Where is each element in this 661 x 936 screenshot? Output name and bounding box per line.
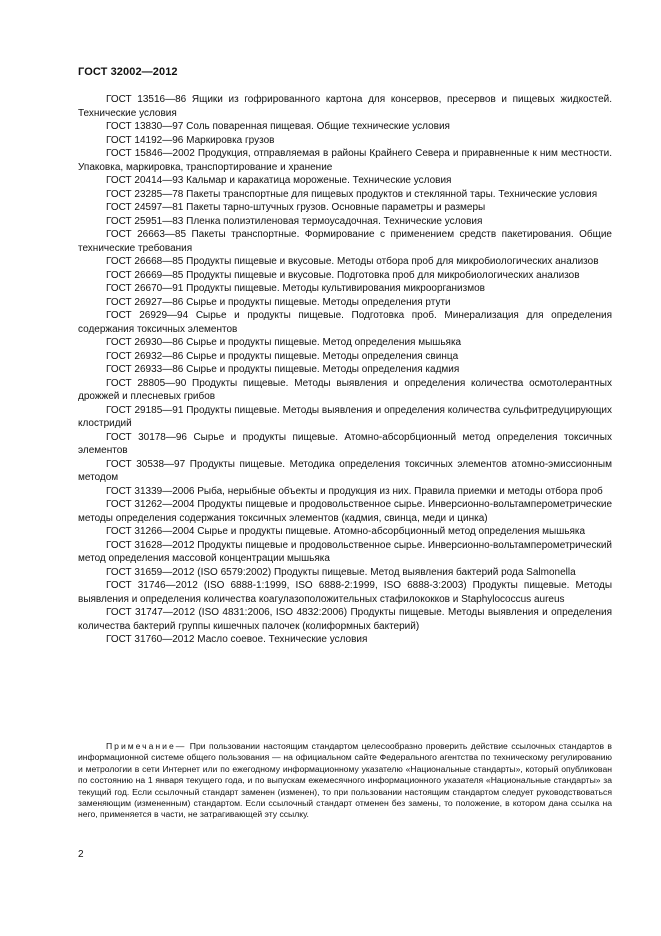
reference-title: Соль поваренная пищевая. Общие технические условия bbox=[186, 121, 450, 132]
reference-title: Рыба, нерыбные объекты и продукция из них. Правила приемки и методы отбора проб bbox=[197, 485, 603, 497]
reference-item bbox=[78, 525, 612, 539]
reference-title: (ISO 6579:2002) Продукты пищевые. Метод выявления бактерий рода Salmonella bbox=[197, 566, 576, 578]
reference-title: Продукты пищевые. Методы культивирования микроорганизмов bbox=[186, 283, 485, 294]
reference-code: ГОСТ 26932—86 bbox=[106, 350, 184, 362]
reference-item bbox=[78, 201, 612, 215]
reference-code: ГОСТ 31747—2012 bbox=[106, 607, 196, 618]
reference-code: ГОСТ 23285—78 bbox=[106, 188, 184, 200]
reference-item bbox=[78, 93, 612, 120]
reference-item bbox=[78, 431, 612, 458]
reference-item bbox=[78, 188, 612, 202]
reference-code: ГОСТ 26669—85 bbox=[106, 269, 184, 281]
reference-code: ГОСТ 26663—85 bbox=[106, 229, 187, 240]
reference-code: ГОСТ 24597—81 bbox=[106, 202, 184, 213]
reference-title: Продукция, отправляемая в районы Крайнего Севера и приравненные к ним местности. Упаковка, маркировка, транспортирование и хранение bbox=[78, 148, 613, 173]
reference-code: ГОСТ 29185—91 bbox=[106, 404, 184, 416]
reference-item bbox=[78, 633, 612, 647]
reference-item bbox=[78, 228, 612, 255]
reference-title: Сырье и продукты пищевые. Метод определения мышьяка bbox=[186, 337, 462, 348]
reference-code: ГОСТ 26927—86 bbox=[106, 296, 184, 308]
reference-code: ГОСТ 26668—85 bbox=[106, 256, 184, 267]
reference-title: Сырье и продукты пищевые. Подготовка проб. Минерализация для определения содержания токсичных элементов bbox=[78, 310, 613, 335]
reference-title: Продукты пищевые и продовольственное сырье. Инверсионно-вольтамперометрические методы определения содержания токсичных элементов (кадмия, свинца, меди и цинка) bbox=[78, 499, 613, 524]
reference-title: Продукты пищевые и продовольственное сырье. Инверсионно-вольтамперометрический метод определения массовой концентрации мышьяка bbox=[78, 539, 612, 564]
reference-code: ГОСТ 26929—94 bbox=[106, 310, 189, 321]
reference-title: Ящики из гофрированного картона для консервов, пресервов и пищевых жидкостей. Технические условия bbox=[78, 94, 613, 119]
reference-item bbox=[78, 606, 612, 633]
reference-code: ГОСТ 28805—90 bbox=[106, 377, 187, 389]
reference-item bbox=[78, 336, 612, 350]
reference-code: ГОСТ 31262—2004 bbox=[106, 499, 195, 510]
reference-title: Пакеты транспортные. Формирование с применением средств пакетирования. Общие технические требования bbox=[78, 229, 612, 254]
reference-item bbox=[78, 296, 612, 310]
reference-item bbox=[78, 458, 612, 485]
reference-title: Пакеты тарно-штучных грузов. Основные параметры и размеры bbox=[186, 202, 486, 213]
reference-title: Продукты пищевые. Методы выявления и определения количества сульфитредуцирующих клостридий bbox=[78, 404, 613, 429]
page-number: 2 bbox=[78, 849, 84, 860]
reference-code: ГОСТ 14192—96 bbox=[106, 134, 184, 146]
reference-code: ГОСТ 30178—96 bbox=[106, 431, 187, 443]
reference-title: Кальмар и каракатица мороженые. Технические условия bbox=[186, 175, 452, 186]
reference-title: Сырье и продукты пищевые. Атомно-абсорбционный метод определения токсичных элементов bbox=[78, 431, 612, 456]
reference-item bbox=[78, 539, 612, 566]
reference-code: ГОСТ 31628—2012 bbox=[106, 539, 195, 551]
reference-item bbox=[78, 134, 612, 148]
reference-code: ГОСТ 31266—2004 bbox=[106, 526, 195, 537]
reference-code: ГОСТ 13830—97 bbox=[106, 121, 184, 132]
normative-references-list bbox=[78, 93, 612, 647]
reference-item bbox=[78, 309, 612, 336]
reference-item bbox=[78, 498, 612, 525]
document-header: ГОСТ 32002—2012 bbox=[78, 66, 178, 78]
reference-item bbox=[78, 485, 612, 499]
reference-code: ГОСТ 31760—2012 bbox=[106, 634, 195, 645]
reference-code: ГОСТ 26930—86 bbox=[106, 337, 184, 348]
reference-code: ГОСТ 26933—86 bbox=[106, 364, 184, 375]
reference-title: (ISO 4831:2006, ISO 4832:2006) Продукты пищевые. Методы выявления и определения количества бактерий группы кишечных палочек (колиформных бактерий) bbox=[78, 607, 612, 632]
reference-title: (ISO 6888-1:1999, ISO 6888-2:1999, ISO 6888-3:2003) Продукты пищевые. Методы выявления и определения количества коагулазоположительных стафилококков и Staphylococcus aureus bbox=[78, 580, 613, 605]
reference-code: ГОСТ 31659—2012 bbox=[106, 566, 195, 578]
reference-title: Продукты пищевые. Методы выявления и определения количества осмотолерантных дрожжей и плесневых грибов bbox=[78, 377, 612, 402]
reference-title: Сырье и продукты пищевые. Методы определения свинца bbox=[186, 350, 459, 362]
reference-title: Сырье и продукты пищевые. Методы определения кадмия bbox=[186, 364, 460, 375]
reference-title: Продукты пищевые и вкусовые. Методы отбора проб для микробиологических анализов bbox=[186, 256, 599, 267]
reference-code: ГОСТ 31746—2012 bbox=[106, 580, 198, 591]
reference-title: Сырье и продукты пищевые. Методы определения ртути bbox=[186, 296, 451, 308]
reference-code: ГОСТ 13516—86 bbox=[106, 94, 187, 105]
reference-title: Продукты пищевые и вкусовые. Подготовка проб для микробиологических анализов bbox=[186, 269, 580, 281]
reference-item bbox=[78, 377, 612, 404]
reference-code: ГОСТ 25951—83 bbox=[106, 215, 184, 227]
reference-title: Маркировка грузов bbox=[186, 134, 275, 146]
reference-item bbox=[78, 404, 612, 431]
reference-item bbox=[78, 269, 612, 283]
reference-title: Продукты пищевые. Методика определения токсичных элементов атомно-эмиссионным методом bbox=[78, 458, 612, 483]
reference-item bbox=[78, 566, 612, 580]
reference-title: Пленка полиэтиленовая термоусадочная. Технические условия bbox=[186, 215, 483, 227]
reference-item bbox=[78, 282, 612, 296]
reference-title: Пакеты транспортные для пищевых продуктов и стеклянной тары. Технические условия bbox=[186, 188, 598, 200]
reference-item bbox=[78, 147, 612, 174]
reference-item bbox=[78, 215, 612, 229]
reference-title: Масло соевое. Технические условия bbox=[197, 634, 368, 645]
reference-item bbox=[78, 350, 612, 364]
reference-item bbox=[78, 120, 612, 134]
reference-code: ГОСТ 30538—97 bbox=[106, 458, 186, 470]
reference-note bbox=[78, 741, 612, 821]
reference-code: ГОСТ 31339—2006 bbox=[106, 485, 195, 497]
reference-code: ГОСТ 20414—93 bbox=[106, 175, 184, 186]
reference-item bbox=[78, 174, 612, 188]
note-text: При пользовании настоящим стандартом целесообразно проверить действие ссылочных стандартов в информационной системе общего пользования — на официальном сайте Федерального агентства по техническому регулированию и метрологии в сети Интернет или по ежегодному информационному указателю «Национальные стандарты», который опубликован по состоянию на 1 января текущего года, и по выпускам ежемесячного информационного указателя «Национальные стандарты» за текущий год. Если ссылочный стандарт заменен (изменен), то при пользовании настоящим стандартом следует руководствоваться заменяющим (измененным) стандартом. Если ссылочный стандарт отменен без замены, то положение, в котором дана ссылка на него, применяется в части, не затрагивающей эту ссылку. bbox=[78, 741, 612, 820]
reference-code: ГОСТ 15846—2002 bbox=[106, 148, 195, 159]
reference-code: ГОСТ 26670—91 bbox=[106, 283, 184, 294]
reference-title: Сырье и продукты пищевые. Атомно-абсорбционный метод определения мышьяка bbox=[197, 526, 586, 537]
note-label: Примечание— bbox=[106, 741, 187, 751]
reference-item bbox=[78, 579, 612, 606]
reference-item bbox=[78, 255, 612, 269]
reference-item bbox=[78, 363, 612, 377]
